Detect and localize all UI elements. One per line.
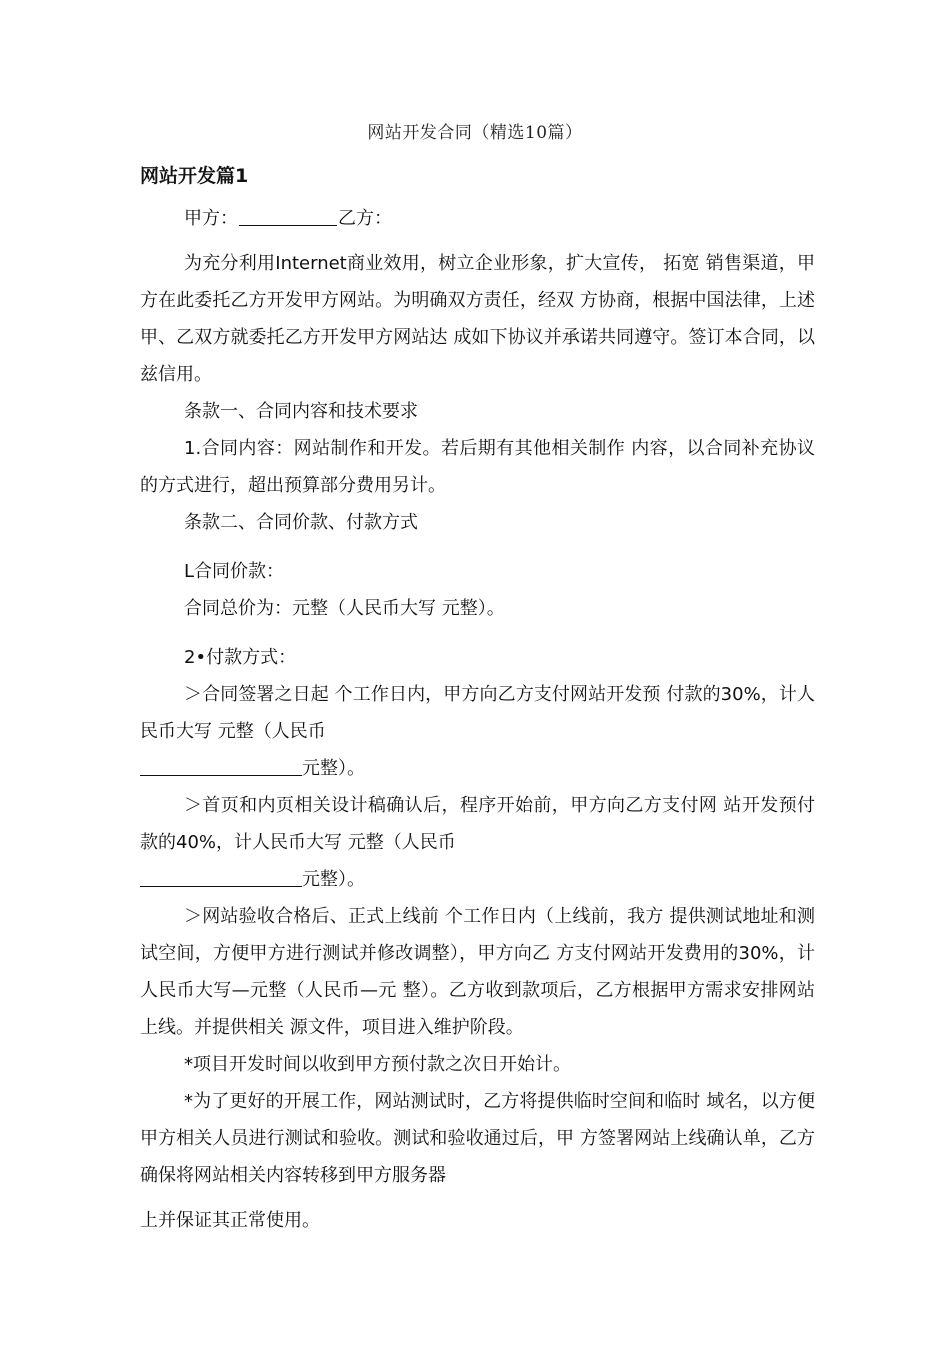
price-label: L合同价款： xyxy=(184,561,285,582)
party-b-label: 乙方： xyxy=(338,208,392,229)
note1: *项目开发时间以收到甲方预付款之次日开始计。 xyxy=(184,1054,571,1075)
document-title: 网站开发合同（精选10篇） xyxy=(367,123,583,143)
section-heading: 网站开发篇1 xyxy=(140,165,249,187)
payment2-blank-line xyxy=(140,861,815,898)
intro-paragraph: 为充分利用Internet商业效用，树立企业形象，扩大宣传， 拓宽 销售渠道，甲方在此委托乙方开发甲方网站。为明确双方责任，经双 方协商，根据中国法律，上述甲、乙双方就委托乙方开发甲方网站达 成如下协议并承诺共同遵守。签订本合同，以兹信用。 xyxy=(140,253,815,385)
payment2-blank xyxy=(140,864,302,887)
payment2 xyxy=(140,787,815,861)
payment2-end: 元整）。 xyxy=(302,869,365,890)
payment1-blank xyxy=(140,753,302,776)
clause1-title: 条款一、合同内容和技术要求 xyxy=(184,401,418,422)
document-body xyxy=(140,160,815,1239)
payment-label: 2•付款方式： xyxy=(184,647,297,668)
payment3: ＞网站验收合格后、正式上线前 个工作日内（上线前，我方 提供测试地址和测试空间，方便甲方进行测试并修改调整），甲方向乙 方支付网站开发费用的30%，计人民币大写—元整（人民币—元 整）。乙方收到款项后，乙方根据甲方需求安排网站上线。并提供相关 源文件，项目进入维护阶段。 xyxy=(140,906,815,1038)
payment1-end: 元整）。 xyxy=(302,758,365,779)
party-a-blank xyxy=(239,203,337,226)
party-a-label: 甲方： xyxy=(184,208,238,229)
parties-line xyxy=(140,200,815,237)
payment2-text: ＞首页和内页相关设计稿确认后，程序开始前，甲方向乙方支付网 站开发预付款的40%，计人民币大写 元整（人民币 xyxy=(140,795,815,853)
clause1-item1: 1.合同内容：网站制作和开发。若后期有其他相关制作 内容，以合同补充协议的方式进行，超出预算部分费用另计。 xyxy=(140,438,815,496)
final-line: 上并保证其正常使用。 xyxy=(140,1210,320,1231)
note2: *为了更好的开展工作，网站测试时，乙方将提供临时空间和临时 域名，以方便甲方相关人员进行测试和验收。测试和验收通过后，甲 方签署网站上线确认单，乙方确保将网站相关内容转移到甲方服务器 xyxy=(140,1091,815,1186)
payment1-blank-line xyxy=(140,750,815,787)
total-price: 合同总价为：元整（人民币大写 元整）。 xyxy=(184,598,505,619)
payment1 xyxy=(140,676,815,750)
clause2-title: 条款二、合同价款、付款方式 xyxy=(184,512,418,533)
payment1-text: ＞合同签署之日起 个工作日内，甲方向乙方支付网站开发预 付款的30%，计人民币大写 元整（人民币 xyxy=(140,684,815,742)
